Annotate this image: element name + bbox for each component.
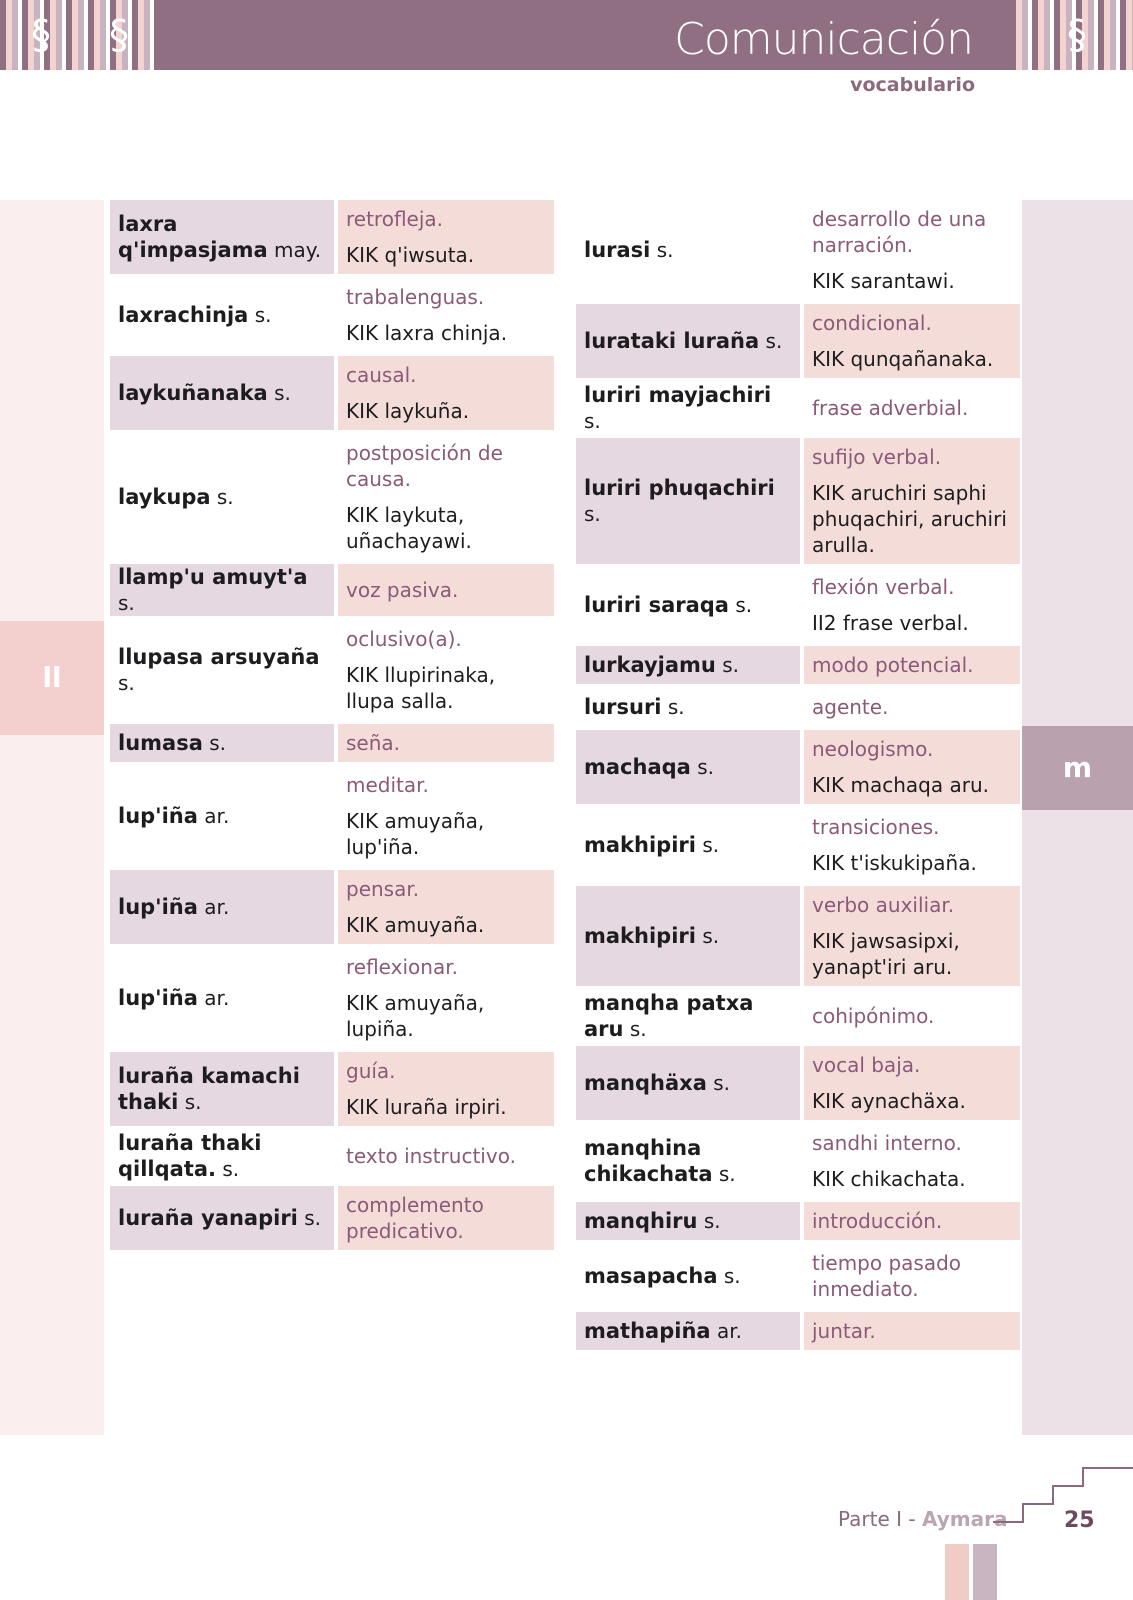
entry-gloss: juntar. — [812, 1319, 876, 1343]
entry-grammar: s. — [656, 238, 674, 262]
entry-term-cell — [576, 1312, 804, 1350]
entry-term-cell — [110, 948, 338, 1048]
entry-grammar: s. — [713, 1071, 731, 1095]
vocab-entry — [576, 304, 1020, 378]
entry-gloss: flexión verbal. — [812, 575, 955, 599]
entry-definition-cell — [804, 1202, 1020, 1240]
entry-gloss: condicional. — [812, 311, 932, 335]
entry-term-cell — [110, 278, 338, 352]
entry-term-cell — [576, 730, 804, 804]
vocab-entry — [576, 1124, 1020, 1198]
entry-gloss: desarrollo de una narración. — [812, 207, 987, 257]
entry-gloss: trabalenguas. — [346, 285, 485, 309]
entry-definition-cell — [804, 568, 1020, 642]
entry-term-cell — [576, 886, 804, 986]
entry-gloss: guía. — [346, 1059, 396, 1083]
entry-grammar: s. — [703, 1209, 721, 1233]
entry-related: KIK amuyaña, lupiña. — [346, 991, 485, 1041]
entry-grammar: s. — [184, 1090, 202, 1114]
entry-gloss: seña. — [346, 731, 401, 755]
vocab-entry — [110, 564, 554, 616]
vocab-entry — [576, 1312, 1020, 1350]
entry-gloss: verbo auxiliar. — [812, 893, 955, 917]
entry-gloss: vocal baja. — [812, 1053, 921, 1077]
entry-definition-cell — [804, 1312, 1020, 1350]
entry-definition-cell — [804, 200, 1020, 300]
entry-term: laykupa — [118, 485, 211, 509]
entry-definition-cell — [338, 724, 554, 762]
entry-definition-cell — [804, 886, 1020, 986]
vocab-entry — [576, 438, 1020, 564]
entry-definition-cell — [804, 688, 1020, 726]
entry-gloss: introducción. — [812, 1209, 943, 1233]
entry-gloss: reflexionar. — [346, 955, 458, 979]
entry-term: machaqa — [584, 755, 691, 779]
page-title: Comunicación — [674, 14, 973, 65]
entry-definition-cell — [338, 278, 554, 352]
vocab-entry — [110, 1186, 554, 1250]
vocab-entry — [576, 808, 1020, 882]
entry-definition-cell — [804, 1124, 1020, 1198]
entry-related: KIK luraña irpiri. — [346, 1095, 507, 1119]
entry-grammar: s. — [222, 1157, 240, 1181]
entry-term: lumasa — [118, 731, 203, 755]
entry-gloss: agente. — [812, 695, 889, 719]
vocab-entry — [110, 1130, 554, 1182]
entry-definition-cell — [338, 434, 554, 560]
entry-term: lup'iña — [118, 804, 198, 828]
entry-term-cell — [110, 724, 338, 762]
entry-gloss: complemento predicativo. — [346, 1193, 484, 1243]
vocab-entry — [576, 990, 1020, 1042]
vocab-entry — [576, 382, 1020, 434]
vocab-entry — [110, 766, 554, 866]
entry-definition-cell — [804, 304, 1020, 378]
vocab-entry — [110, 724, 554, 762]
entry-definition-cell — [338, 766, 554, 866]
entry-grammar: s. — [254, 303, 272, 327]
entry-gloss: pensar. — [346, 877, 420, 901]
footer-bar — [973, 1544, 997, 1600]
entry-grammar: s. — [216, 485, 234, 509]
entry-definition-cell — [338, 1052, 554, 1126]
entry-grammar: ar. — [204, 804, 230, 828]
vocab-entry — [110, 434, 554, 560]
entry-grammar: ar. — [716, 1319, 742, 1343]
footer-language: Aymara — [921, 1507, 1008, 1531]
entry-related: KIK laykuña. — [346, 399, 470, 423]
entry-related: KIK q'iwsuta. — [346, 243, 475, 267]
entry-term-cell — [576, 382, 804, 434]
entry-term: makhipiri — [584, 833, 696, 857]
entry-related: KIK jawsasipxi, yanapt'iri aru. — [812, 929, 960, 979]
page-number: 25 — [1064, 1508, 1095, 1533]
entry-term: manqhäxa — [584, 1071, 707, 1095]
entry-term-cell — [576, 1244, 804, 1308]
entry-related: KIK laxra chinja. — [346, 321, 508, 345]
entry-gloss: tiempo pasado inmediato. — [812, 1251, 962, 1301]
entry-grammar: ar. — [204, 895, 230, 919]
entry-gloss: retrofleja. — [346, 207, 444, 231]
entry-grammar: s. — [723, 1264, 741, 1288]
vocab-entry — [576, 1046, 1020, 1120]
entry-definition-cell — [338, 948, 554, 1048]
entry-term: luraña thaki qillqata. — [118, 1131, 262, 1181]
vocab-entry — [110, 620, 554, 720]
entry-grammar: ar. — [204, 986, 230, 1010]
spiral-ornament-icon: § — [109, 12, 129, 58]
vocab-entry — [576, 730, 1020, 804]
entry-term-cell — [576, 304, 804, 378]
entry-definition-cell — [338, 1186, 554, 1250]
entry-term: luriri phuqachiri — [584, 476, 775, 500]
entry-term: llupasa arsuyaña — [118, 645, 320, 669]
section-tab-m: m — [1022, 726, 1133, 810]
entry-definition-cell — [338, 620, 554, 720]
entry-term-cell — [576, 1046, 804, 1120]
entry-grammar: s. — [118, 591, 135, 615]
entry-definition-cell — [804, 990, 1020, 1042]
vocab-entry — [110, 278, 554, 352]
footer-bar — [945, 1544, 969, 1600]
entry-definition-cell — [338, 356, 554, 430]
entry-term-cell — [576, 808, 804, 882]
entry-grammar: s. — [274, 381, 291, 405]
entry-grammar: s. — [718, 1162, 736, 1186]
entry-grammar: s. — [667, 695, 685, 719]
entry-term: mathapiña — [584, 1319, 711, 1343]
vocabulary-table-right — [576, 196, 1020, 1354]
entry-term: manqhina chikachata — [584, 1136, 713, 1186]
entry-gloss: cohipónimo. — [812, 1004, 935, 1028]
entry-term-cell — [576, 1124, 804, 1198]
entry-term-cell — [110, 434, 338, 560]
vocab-entry — [576, 688, 1020, 726]
entry-term: laykuñanaka — [118, 381, 268, 405]
entry-term-cell — [110, 200, 338, 274]
entry-gloss: postposición de causa. — [346, 441, 503, 491]
entry-term-cell — [576, 646, 804, 684]
entry-definition-cell — [804, 382, 1020, 434]
entry-related: KIK chikachata. — [812, 1167, 966, 1191]
entry-related: KIK amuyaña, lup'iña. — [346, 809, 485, 859]
entry-grammar: s. — [702, 833, 720, 857]
entry-related: KIK t'iskukipaña. — [812, 851, 977, 875]
entry-grammar: s. — [118, 671, 135, 695]
entry-related: KIK aynachäxa. — [812, 1089, 966, 1113]
entry-gloss: texto instructivo. — [346, 1144, 516, 1168]
section-tab-ll: ll — [0, 621, 104, 735]
entry-gloss: oclusivo(a). — [346, 627, 462, 651]
entry-term: makhipiri — [584, 924, 696, 948]
entry-term-cell — [576, 438, 804, 564]
entry-term: llamp'u amuyt'a — [118, 565, 308, 589]
stair-ornament — [993, 1464, 1133, 1524]
entry-gloss: sandhi interno. — [812, 1131, 962, 1155]
entry-term-cell — [110, 356, 338, 430]
vocabulary-table-left — [110, 196, 554, 1254]
entry-related: KIK aruchiri saphi phuqachiri, aruchiri arulla. — [812, 481, 1007, 557]
entry-definition-cell — [804, 646, 1020, 684]
entry-term: laxrachinja — [118, 303, 249, 327]
entry-grammar: s. — [304, 1206, 322, 1230]
entry-definition-cell — [338, 1130, 554, 1182]
entry-grammar: s. — [735, 593, 753, 617]
entry-term-cell — [110, 620, 338, 720]
vocab-entry — [576, 200, 1020, 300]
entry-term: lurasi — [584, 238, 651, 262]
vocab-entry — [110, 356, 554, 430]
entry-definition-cell — [804, 438, 1020, 564]
entry-definition-cell — [804, 808, 1020, 882]
entry-definition-cell — [338, 564, 554, 616]
entry-related: KIK amuyaña. — [346, 913, 485, 937]
vocab-entry — [110, 948, 554, 1048]
entry-term-cell — [110, 1052, 338, 1126]
entry-gloss: causal. — [346, 363, 417, 387]
entry-definition-cell — [804, 1046, 1020, 1120]
entry-gloss: modo potencial. — [812, 653, 974, 677]
entry-gloss: neologismo. — [812, 737, 934, 761]
entry-term-cell — [576, 568, 804, 642]
entry-gloss: meditar. — [346, 773, 429, 797]
entry-term-cell — [576, 688, 804, 726]
entry-grammar: s. — [702, 924, 720, 948]
vocab-entry — [576, 568, 1020, 642]
entry-definition-cell — [338, 200, 554, 274]
entry-gloss: transiciones. — [812, 815, 940, 839]
entry-related: KIK llupirinaka, llupa salla. — [346, 663, 496, 713]
entry-related: KIK sarantawi. — [812, 269, 955, 293]
entry-definition-cell — [804, 730, 1020, 804]
entry-grammar: s. — [209, 731, 227, 755]
entry-term-cell — [576, 200, 804, 300]
entry-grammar: may. — [274, 238, 322, 262]
entry-definition-cell — [804, 1244, 1020, 1308]
footer-part: Parte I - — [838, 1507, 922, 1531]
entry-term: lursuri — [584, 695, 662, 719]
entry-gloss: frase adverbial. — [812, 396, 969, 420]
entry-term-cell — [110, 1186, 338, 1250]
entry-term: lurataki luraña — [584, 329, 760, 353]
entry-term: lurkayjamu — [584, 653, 716, 677]
entry-term: luraña yanapiri — [118, 1206, 298, 1230]
entry-gloss: sufijo verbal. — [812, 445, 942, 469]
entry-related: KIK qunqañanaka. — [812, 347, 994, 371]
vocab-entry — [110, 200, 554, 274]
entry-term: luriri mayjachiri — [584, 383, 772, 407]
entry-gloss: voz pasiva. — [346, 578, 459, 602]
entry-grammar: s. — [765, 329, 783, 353]
entry-term-cell — [576, 990, 804, 1042]
entry-term: laxra q'impasjama — [118, 212, 268, 262]
spiral-ornament-icon: § — [31, 12, 51, 58]
entry-term: manqhiru — [584, 1209, 698, 1233]
left-side-band — [0, 200, 104, 1435]
entry-grammar: s. — [722, 653, 740, 677]
entry-term-cell — [110, 870, 338, 944]
entry-related: KIK laykuta, uñachayawi. — [346, 503, 472, 553]
footer-part-label — [838, 1507, 1007, 1531]
entry-grammar: s. — [629, 1017, 647, 1041]
vocab-entry — [110, 870, 554, 944]
entry-term-cell — [110, 564, 338, 616]
entry-related: II2 frase verbal. — [812, 611, 969, 635]
entry-related: KIK machaqa aru. — [812, 773, 989, 797]
entry-grammar: s. — [584, 409, 601, 433]
entry-term-cell — [110, 1130, 338, 1182]
entry-grammar: s. — [584, 502, 601, 526]
entry-term: lup'iña — [118, 986, 198, 1010]
entry-grammar: s. — [697, 755, 714, 779]
vocab-entry — [576, 1244, 1020, 1308]
entry-term: luriri saraqa — [584, 593, 729, 617]
spiral-ornament-icon: § — [1067, 12, 1087, 58]
vocab-entry — [576, 1202, 1020, 1240]
page-subtitle: vocabulario — [850, 74, 975, 96]
entry-term: masapacha — [584, 1264, 718, 1288]
entry-term: luraña kamachi thaki — [118, 1064, 300, 1114]
vocab-entry — [576, 646, 1020, 684]
entry-term: lup'iña — [118, 895, 198, 919]
vocab-entry — [110, 1052, 554, 1126]
entry-term-cell — [576, 1202, 804, 1240]
vocab-entry — [576, 886, 1020, 986]
right-side-band — [1022, 200, 1133, 1435]
entry-definition-cell — [338, 870, 554, 944]
entry-term-cell — [110, 766, 338, 866]
entry-term: manqha patxa aru — [584, 991, 754, 1041]
